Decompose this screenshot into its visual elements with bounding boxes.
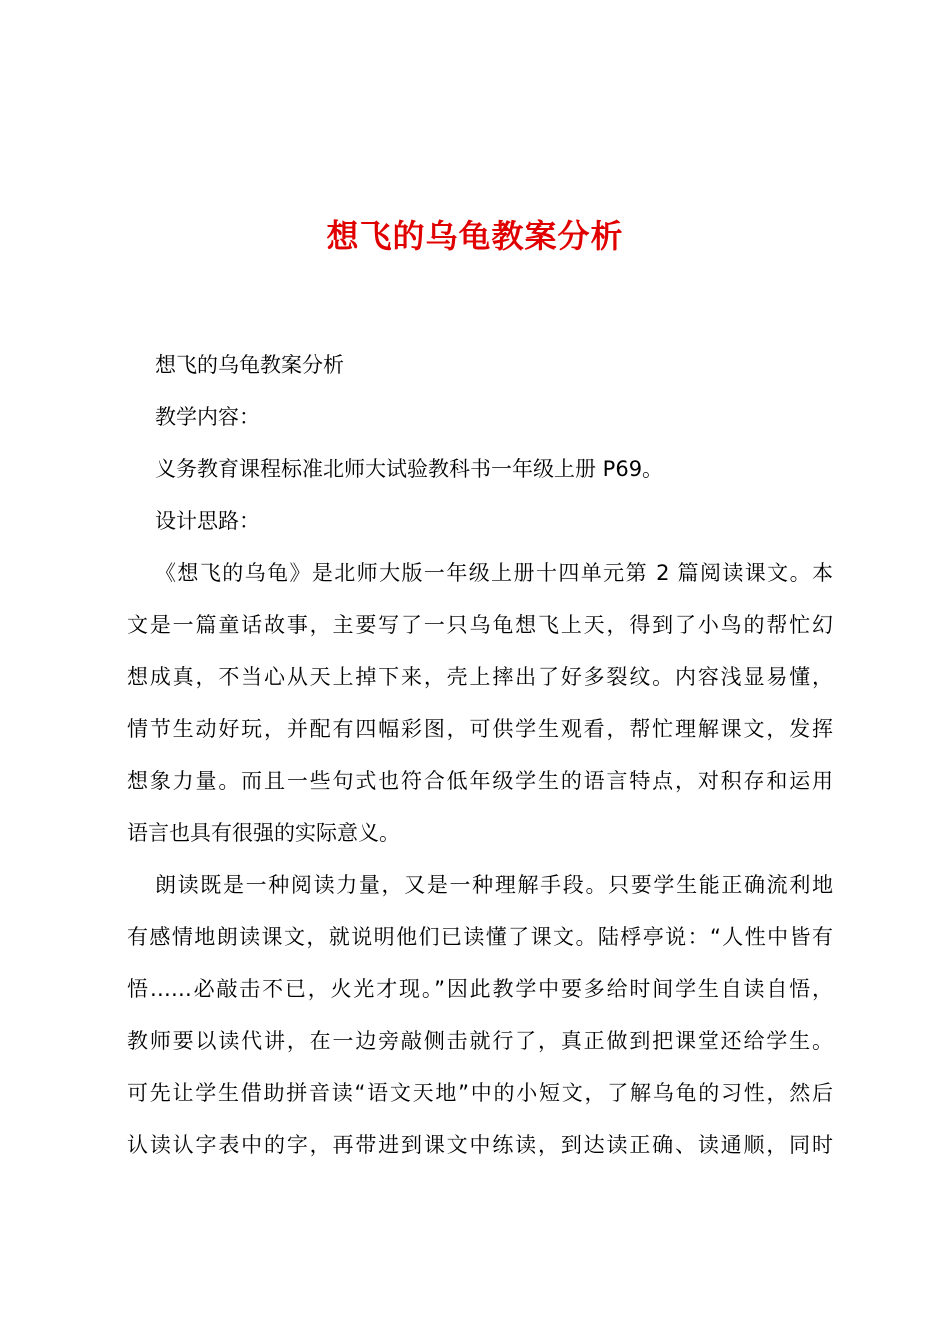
paragraph-line: 教师要以读代讲，在一边旁敲侧击就行了，真正做到把课堂还给学生。 — [127, 1029, 833, 1053]
subtitle-line: 想飞的乌龟教案分析 — [155, 353, 344, 377]
paragraph-line: 文是一篇童话故事，主要写了一只乌龟想飞上天，得到了小鸟的帮忙幻 — [127, 613, 833, 637]
paragraph-line: 想象力量。而且一些句式也符合低年级学生的语言特点，对积存和运用 — [127, 769, 833, 793]
paragraph-line: 想成真，不当心从天上掉下来，壳上摔出了好多裂纹。内容浅显易懂， — [127, 665, 833, 689]
paragraph-line: 语言也具有很强的实际意义。 — [127, 821, 400, 845]
document-body — [127, 339, 833, 1171]
paragraph-line: 可先让学生借助拼音读“语文天地”中的小短文，了解乌龟的习性，然后 — [127, 1081, 833, 1105]
paragraph-line: 义务教育课程标准北师大试验教科书一年级上册 P69。 — [155, 457, 664, 481]
section-heading: 设计思路： — [155, 509, 260, 533]
paragraph-line: 《想飞的乌龟》是北师大版一年级上册十四单元第 2 篇阅读课文。本 — [155, 561, 833, 585]
paragraph-line: 情节生动好玩，并配有四幅彩图，可供学生观看，帮忙理解课文，发挥 — [127, 717, 833, 741]
document-title: 想飞的乌龟教案分析 — [326, 217, 624, 255]
paragraph-line: 悟……必敲击不已，火光才现。”因此教学中要多给时间学生自读自悟， — [127, 977, 833, 1001]
section-heading: 教学内容： — [155, 405, 260, 429]
paragraph-line: 有感情地朗读课文，就说明他们已读懂了课文。陆桴亭说：“人性中皆有 — [127, 925, 833, 949]
paragraph-line: 朗读既是一种阅读力量，又是一种理解手段。只要学生能正确流利地 — [155, 873, 833, 897]
paragraph-line: 认读认字表中的字，再带进到课文中练读，到达读正确、读通顺，同时 — [127, 1133, 833, 1157]
